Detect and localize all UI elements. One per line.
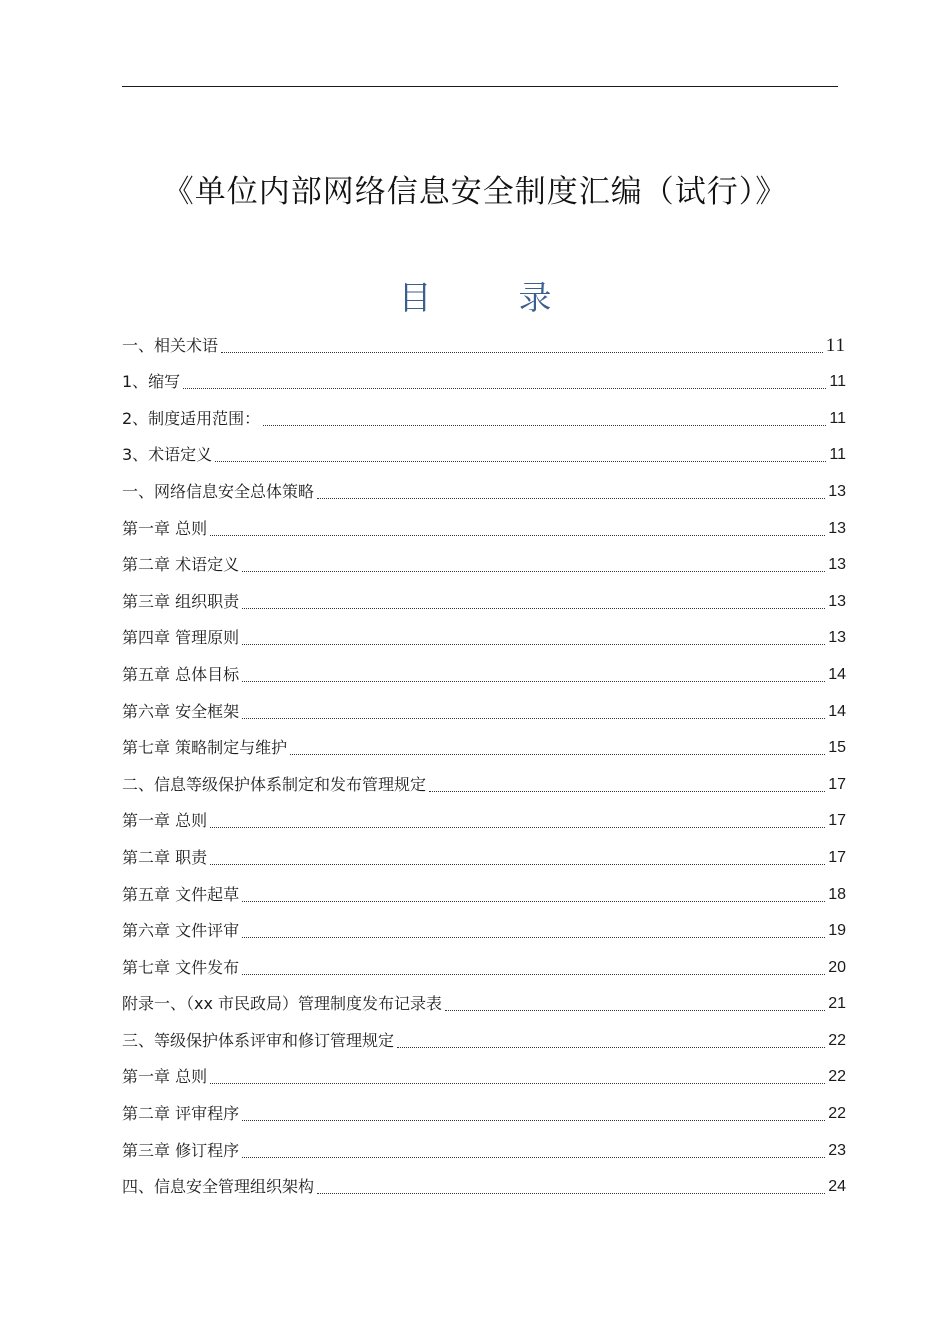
toc-entry-label: 第七章 策略制定与维护 (122, 738, 288, 758)
toc-entry-page: 11 (829, 446, 846, 464)
toc-entry-page: 17 (828, 775, 846, 793)
toc-leader-dots (290, 754, 825, 755)
toc-entry-label: 1、缩写 (122, 372, 181, 392)
toc-entry-page: 11 (829, 373, 846, 391)
toc-entry[interactable] (122, 324, 846, 361)
toc-leader-dots (183, 388, 826, 389)
toc-entry-label: 第二章 职责 (122, 847, 208, 867)
toc-entry-page: 15 (828, 739, 846, 757)
toc-entry-label: 第四章 管理原则 (122, 628, 240, 648)
toc-entry[interactable] (122, 800, 846, 837)
toc-entry-page: 13 (828, 482, 846, 500)
toc-leader-dots (242, 937, 825, 938)
toc-entry-label: 附录一、（xx 市民政局）管理制度发布记录表 (122, 994, 443, 1014)
toc-entry-label: 第三章 组织职责 (122, 591, 240, 611)
toc-entry[interactable] (122, 1129, 846, 1166)
toc-entry-page: 20 (828, 958, 846, 976)
toc-entry[interactable] (122, 470, 846, 507)
toc-leader-dots (242, 974, 825, 975)
toc-entry-page: 14 (828, 702, 846, 720)
toc-leader-dots (242, 608, 825, 609)
toc-entry-page: 21 (828, 995, 846, 1013)
toc-entry[interactable] (122, 507, 846, 544)
toc-entry-page: 11 (829, 409, 846, 427)
toc-entry[interactable] (122, 653, 846, 690)
toc-entry-page: 13 (828, 556, 846, 574)
toc-entry-page: 13 (828, 629, 846, 647)
toc-entry[interactable] (122, 397, 846, 434)
toc-leader-dots (210, 1083, 825, 1084)
toc-entry[interactable] (122, 617, 846, 654)
toc-leader-dots (210, 827, 825, 828)
toc-leader-dots (210, 864, 825, 865)
toc-leader-dots (242, 681, 825, 682)
toc-entry[interactable] (122, 910, 846, 947)
toc-entry[interactable] (122, 946, 846, 983)
toc-leader-dots (210, 535, 825, 536)
toc-entry[interactable] (122, 1056, 846, 1093)
toc-entry-label: 3、术语定义 (122, 445, 213, 465)
toc-entry[interactable] (122, 836, 846, 873)
toc-leader-dots (221, 352, 823, 353)
toc-entry[interactable] (122, 1092, 846, 1129)
toc-leader-dots (242, 901, 825, 902)
toc-entry-page: 23 (828, 1141, 846, 1159)
toc-leader-dots (445, 1010, 825, 1011)
toc-entry-page: 13 (828, 592, 846, 610)
toc-entry-page: 17 (828, 848, 846, 866)
toc-leader-dots (242, 571, 825, 572)
header-rule (122, 86, 838, 87)
toc-entry-label: 第六章 安全框架 (122, 701, 240, 721)
toc-entry-label: 二、信息等级保护体系制定和发布管理规定 (122, 774, 427, 794)
toc-entry-page: 22 (828, 1031, 846, 1049)
toc-entry-label: 第一章 总则 (122, 1067, 208, 1087)
toc-entry-page: 19 (828, 922, 846, 940)
toc-entry-label: 第三章 修订程序 (122, 1140, 240, 1160)
toc-entry-page: 22 (828, 1105, 846, 1123)
toc-entry[interactable] (122, 580, 846, 617)
toc-leader-dots (263, 425, 826, 426)
toc-entry-page: 14 (828, 665, 846, 683)
toc-leader-dots (215, 461, 826, 462)
toc-leader-dots (242, 718, 825, 719)
toc-entry[interactable] (122, 727, 846, 764)
toc-entry[interactable] (122, 1166, 846, 1203)
toc-entry-label: 第七章 文件发布 (122, 957, 240, 977)
toc-entry-page: 24 (828, 1178, 846, 1196)
toc-entry-page: 17 (828, 812, 846, 830)
toc-entry-label: 四、信息安全管理组织架构 (122, 1177, 315, 1197)
toc-entry-label: 第一章 总则 (122, 811, 208, 831)
toc-entry-label: 第二章 术语定义 (122, 555, 240, 575)
toc-entry[interactable] (122, 1019, 846, 1056)
toc-entry-label: 第五章 总体目标 (122, 664, 240, 684)
toc-entry[interactable] (122, 544, 846, 581)
toc-leader-dots (242, 644, 825, 645)
toc-entry[interactable] (122, 690, 846, 727)
toc-entry-page: 11 (825, 334, 846, 356)
toc-heading: 目 录 (398, 278, 574, 317)
toc-leader-dots (429, 791, 825, 792)
toc-leader-dots (317, 1193, 825, 1194)
toc-entry-label: 2、制度适用范围： (122, 408, 261, 428)
toc-entry-label: 第一章 总则 (122, 518, 208, 538)
toc-entry[interactable] (122, 434, 846, 471)
toc-entry[interactable] (122, 983, 846, 1020)
toc-entry-label: 第五章 文件起草 (122, 884, 240, 904)
toc-entry-label: 三、等级保护体系评审和修订管理规定 (122, 1030, 395, 1050)
toc-leader-dots (242, 1157, 825, 1158)
toc-entry-page: 13 (828, 519, 846, 537)
toc-entry-label: 一、相关术语 (122, 335, 219, 355)
toc-entry-label: 一、网络信息安全总体策略 (122, 481, 315, 501)
toc-entry-label: 第六章 文件评审 (122, 921, 240, 941)
toc-entry[interactable] (122, 873, 846, 910)
toc-entry-page: 18 (828, 885, 846, 903)
toc-leader-dots (317, 498, 825, 499)
table-of-contents (122, 324, 846, 1202)
toc-entry[interactable] (122, 763, 846, 800)
toc-entry-label: 第二章 评审程序 (122, 1104, 240, 1124)
toc-entry[interactable] (122, 361, 846, 398)
toc-leader-dots (242, 1120, 825, 1121)
document-title: 《单位内部网络信息安全制度汇编（试行）》 (162, 174, 788, 210)
toc-entry-page: 22 (828, 1068, 846, 1086)
toc-leader-dots (397, 1047, 825, 1048)
